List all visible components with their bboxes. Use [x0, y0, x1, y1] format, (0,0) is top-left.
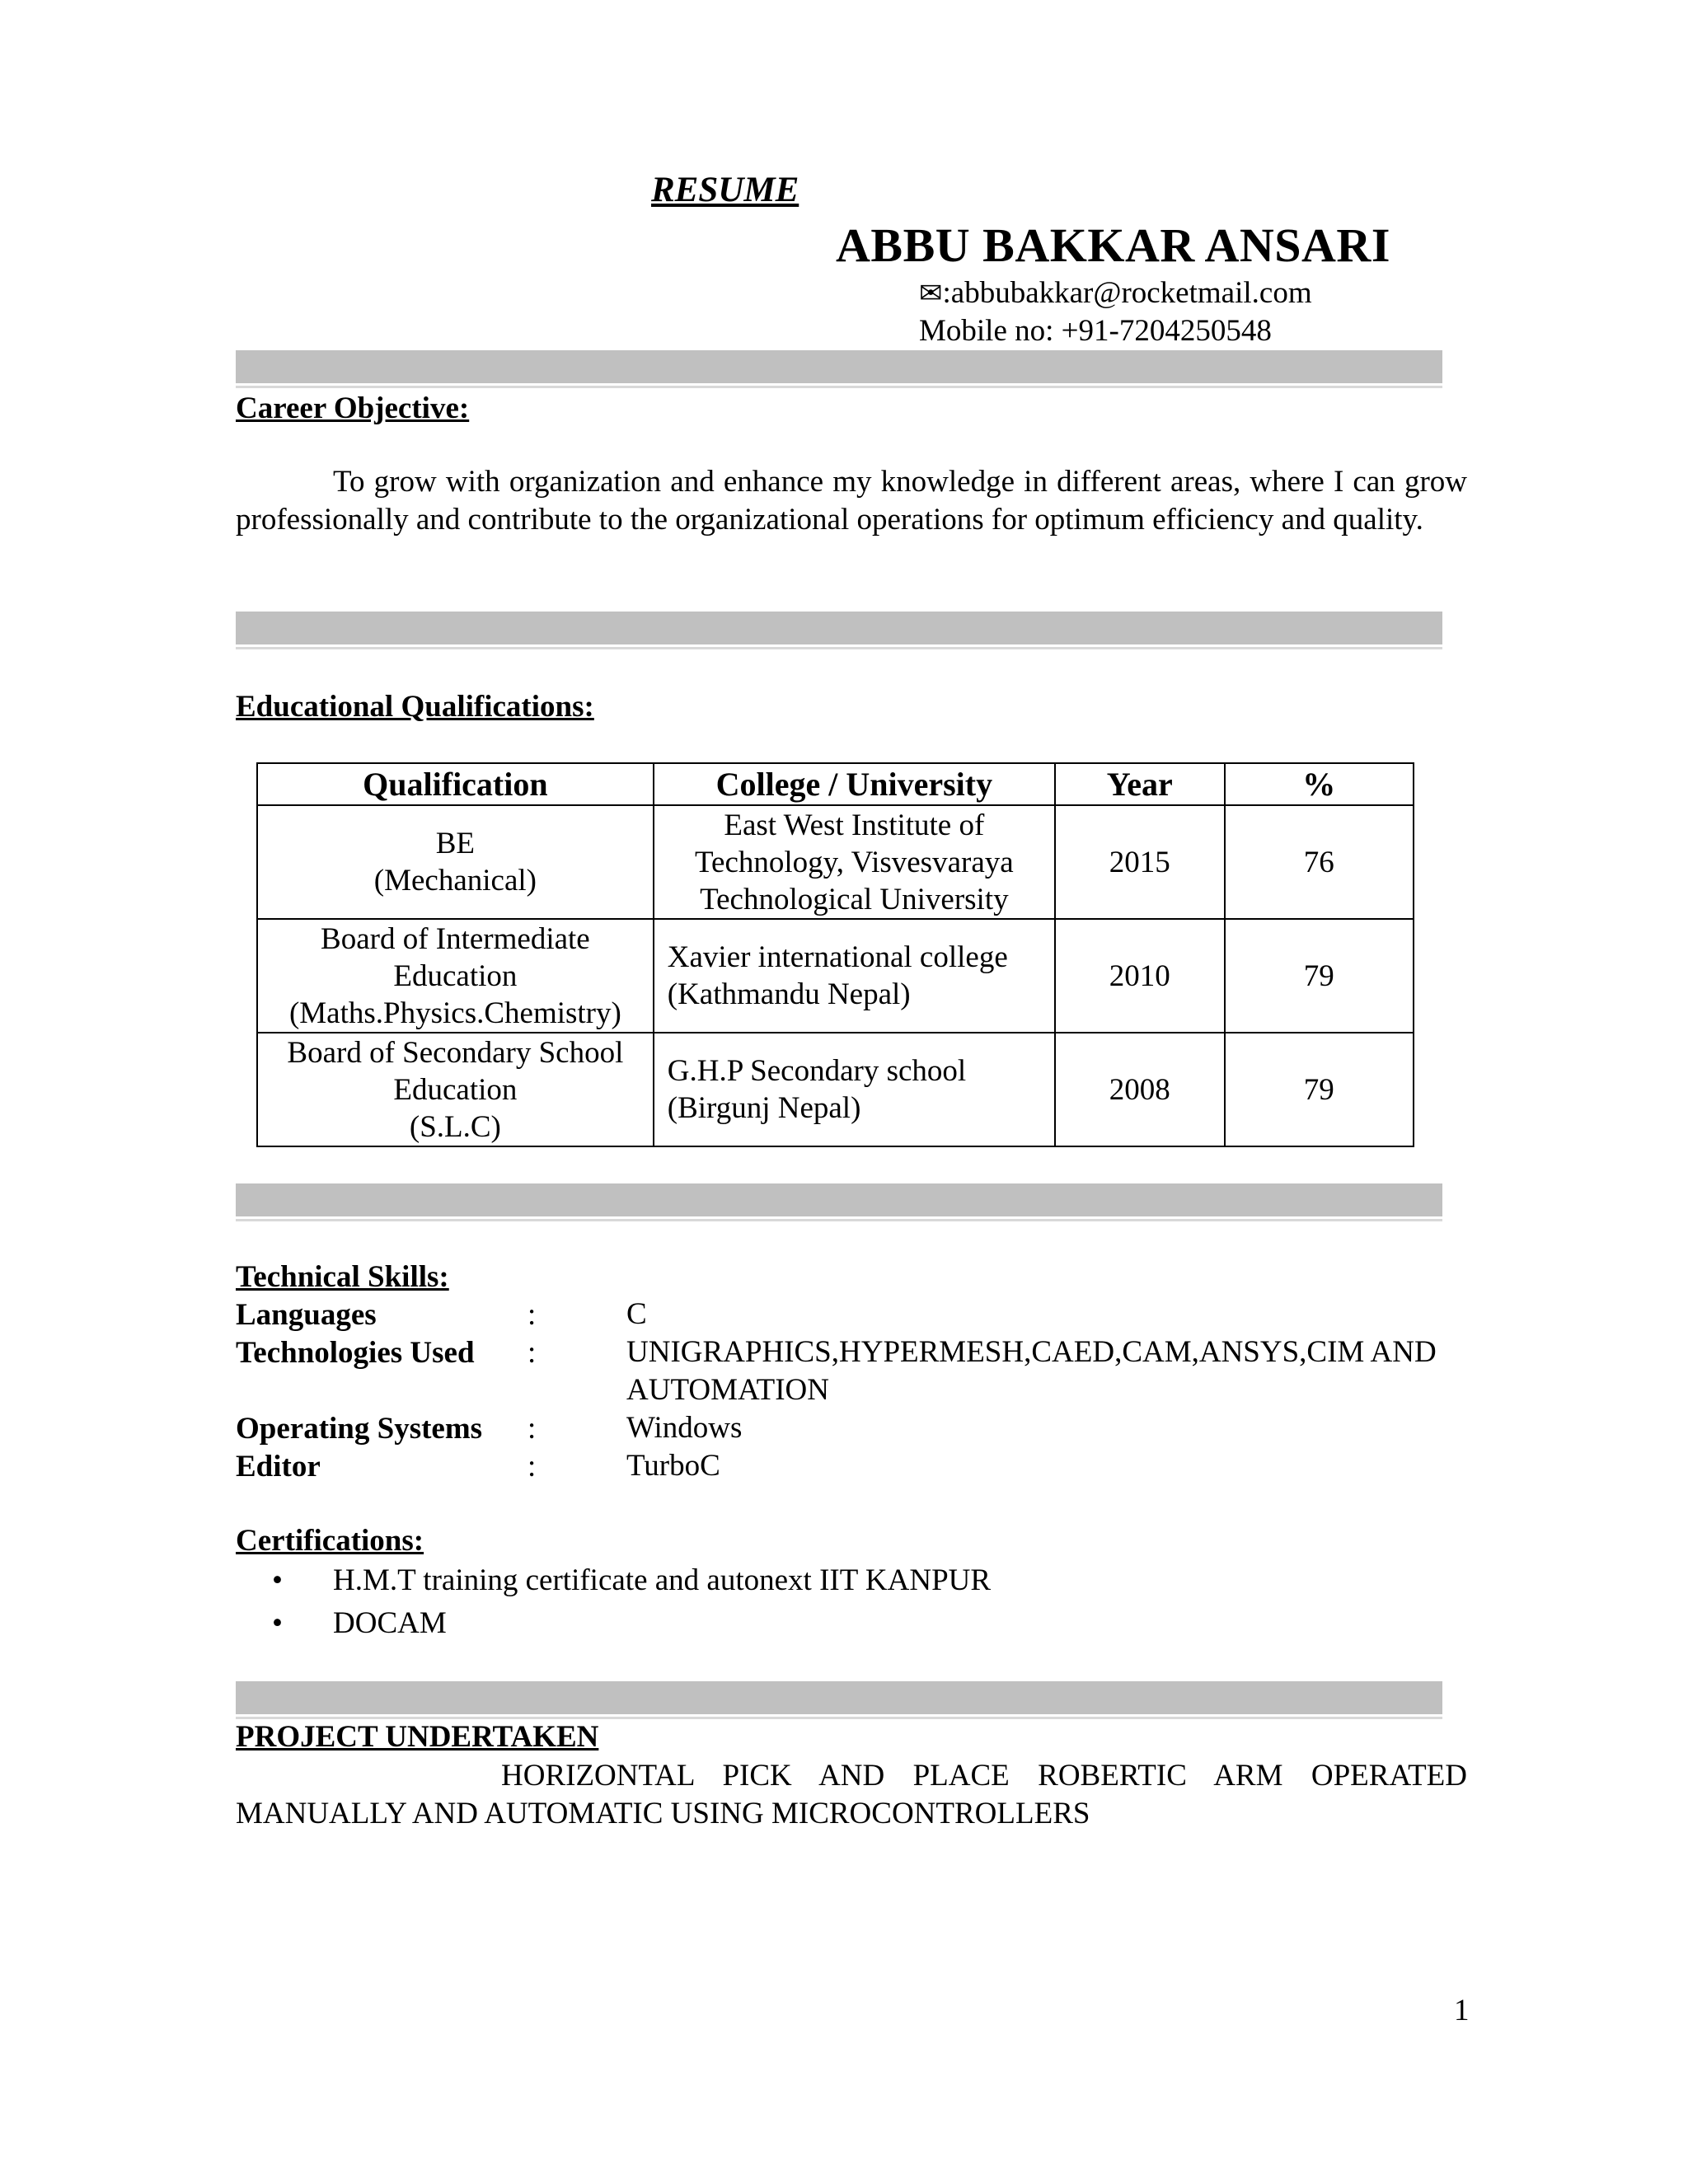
cell-line: Technology, Visvesvaraya — [695, 845, 1014, 879]
page-number: 1 — [1454, 1994, 1470, 2027]
year-cell: 2010 — [1055, 919, 1225, 1033]
college-cell — [654, 805, 1055, 919]
bullet-icon: • — [272, 1606, 283, 1640]
project-text: HORIZONTAL PICK AND PLACE ROBERTIC ARM OPERATED MANUALLY AND AUTOMATIC USING MICROCONTROLLERS — [236, 1759, 1467, 1830]
skill-colon: : — [528, 1336, 537, 1370]
cell-line: Technological University — [700, 882, 1009, 916]
bullet-icon: • — [272, 1563, 283, 1597]
section-divider — [236, 612, 1442, 644]
cell-line: Board of Secondary School — [287, 1035, 624, 1070]
year-cell: 2015 — [1055, 805, 1225, 919]
candidate-name: ABBU BAKKAR ANSARI — [836, 218, 1390, 272]
skill-value-languages: C — [626, 1297, 647, 1331]
project-heading: PROJECT UNDERTAKEN — [236, 1720, 599, 1754]
career-objective-text: To grow with organization and enhance my knowledge in different areas, where I can grow professionally and contribute to the organizational operations for optimum efficiency and quality. — [236, 465, 1467, 537]
percent-cell: 79 — [1225, 1033, 1414, 1146]
cell-line: (Maths.Physics.Chemistry) — [288, 996, 621, 1030]
college-cell — [654, 919, 1055, 1033]
skill-label-operating-systems: Operating Systems — [236, 1412, 483, 1446]
education-table — [256, 762, 1414, 1147]
table-header-row — [257, 763, 1414, 805]
cell-line: East West Institute of — [724, 808, 985, 842]
cell-line: BE — [435, 827, 476, 860]
section-divider — [236, 1183, 1442, 1216]
section-divider-line — [236, 386, 1442, 388]
skill-label-languages: Languages — [236, 1298, 377, 1332]
column-header: Year — [1055, 763, 1225, 805]
cell-line: (Birgunj Nepal) — [667, 1091, 861, 1125]
skill-value-technologies: UNIGRAPHICS,HYPERMESH,CAED,CAM,ANSYS,CIM AND AUTOMATION — [626, 1335, 1437, 1407]
qualification-cell — [257, 1033, 654, 1146]
certification-item: H.M.T training certificate and autonext IIT KANPUR — [333, 1563, 992, 1597]
mobile-line: Mobile no: +91-7204250548 — [919, 314, 1272, 348]
section-divider-line — [236, 647, 1442, 649]
cell-line: (Kathmandu Nepal) — [667, 977, 911, 1011]
skill-colon: : — [528, 1450, 537, 1483]
column-header: College / University — [654, 763, 1055, 805]
skill-label-editor: Editor — [236, 1450, 321, 1483]
qualification-cell — [257, 805, 654, 919]
year-cell: 2008 — [1055, 1033, 1225, 1146]
cell-line: G.H.P Secondary school — [667, 1054, 967, 1088]
table-row — [257, 919, 1414, 1033]
table-row — [257, 1033, 1414, 1146]
section-divider — [236, 350, 1442, 383]
section-divider-line — [236, 1219, 1442, 1221]
email-line — [919, 275, 1312, 311]
cell-line: Xavier international college — [667, 940, 1008, 974]
qualification-cell — [257, 919, 654, 1033]
career-objective-heading: Career Objective: — [236, 391, 470, 425]
skill-value-editor: TurboC — [626, 1449, 720, 1483]
certification-item: DOCAM — [333, 1606, 447, 1640]
section-divider — [236, 1681, 1442, 1714]
column-header: % — [1225, 763, 1414, 805]
percent-cell: 76 — [1225, 805, 1414, 919]
certifications-heading: Certifications: — [236, 1524, 424, 1558]
skill-value-operating-systems: Windows — [626, 1411, 743, 1445]
email-text: :abbubakkar@rocketmail.com — [942, 276, 1312, 310]
resume-label: RESUME — [651, 171, 799, 209]
cell-line: (S.L.C) — [409, 1109, 501, 1144]
skill-label-technologies: Technologies Used — [236, 1336, 475, 1370]
table-row — [257, 805, 1414, 919]
column-header: Qualification — [257, 763, 654, 805]
envelope-icon: ✉ — [919, 279, 943, 309]
cell-line: Education — [393, 958, 518, 993]
skill-colon: : — [528, 1412, 537, 1446]
cell-line: Board of Intermediate — [321, 921, 590, 956]
skill-colon: : — [528, 1298, 537, 1332]
cell-line: Education — [393, 1072, 518, 1107]
technical-skills-heading: Technical Skills: — [236, 1260, 449, 1294]
percent-cell: 79 — [1225, 919, 1414, 1033]
education-heading: Educational Qualifications: — [236, 690, 594, 724]
college-cell — [654, 1033, 1055, 1146]
cell-line: (Mechanical) — [373, 864, 537, 898]
